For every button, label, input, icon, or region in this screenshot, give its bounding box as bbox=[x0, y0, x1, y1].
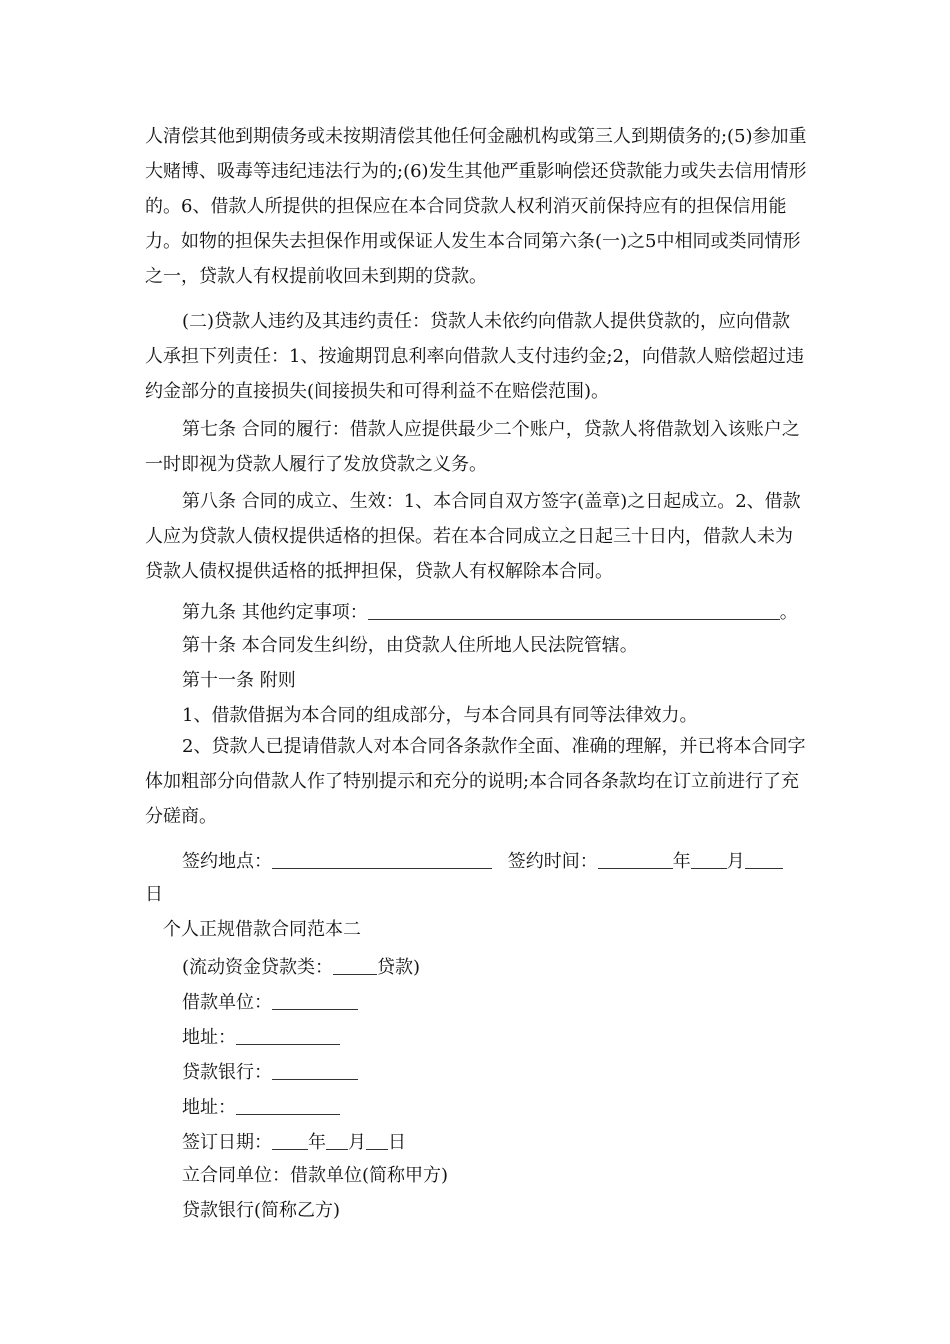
sign-day-label: 日 bbox=[145, 884, 163, 905]
paragraph-default-clauses: 人清偿其他到期债务或未按期清偿其他任何金融机构或第三人到期债务的;(5)参加重大赌博、吸毒等违纪违法行为的;(6)发生其他严重影响偿还贷款能力或失去信用情形的。6、借款人所提供的担保应在本合同贷款人权利消灭前保持应有的担保信用能力。如物的担保失去担保作用或保证人发生本合同第六条(一)之5中相同或类同情形之一，贷款人有权提前收回未到期的贷款。 bbox=[145, 126, 807, 287]
sign-time-label: 签约时间： bbox=[507, 851, 598, 872]
article-9-label: 第九条 其他约定事项： bbox=[182, 602, 368, 623]
party-a-line: 立合同单位：借款单位(简称甲方) bbox=[182, 1165, 449, 1186]
sign-month-label: 月 bbox=[726, 851, 745, 872]
lender-address-label: 地址： bbox=[182, 1097, 236, 1118]
sign-date-line bbox=[182, 1129, 406, 1155]
article-9-blank bbox=[368, 599, 780, 620]
borrower-address-label: 地址： bbox=[182, 1027, 236, 1048]
loan-type-blank bbox=[333, 954, 377, 975]
paragraph-article-8: 第八条 合同的成立、生效：1、本合同自双方签字(盖章)之日起成立。2、借款人应为贷款人债权提供适格的担保。若在本合同成立之日起三十日内，借款人未为贷款人债权提供适格的抵押担保，贷款人有权解除本合同。 bbox=[145, 491, 801, 582]
sign-year-label: 年 bbox=[672, 851, 691, 872]
paragraph-lender-breach: (二)贷款人违约及其违约责任：贷款人未依约向借款人提供贷款的，应向借款人承担下列责任：1、按逾期罚息利率向借款人支付违约金;2，向借款人赔偿超过违约金部分的直接损失(间接损失和可得利益不在赔偿范围)。 bbox=[145, 311, 804, 402]
sign-place-label: 签约地点： bbox=[182, 851, 272, 872]
sign-date-month-blank bbox=[326, 1129, 348, 1150]
lender-address-blank bbox=[236, 1094, 340, 1115]
signing-line bbox=[182, 848, 783, 874]
paragraph-article-11-item-2: 2、贷款人已提请借款人对本合同各条款作全面、准确的理解，并已将本合同字体加粗部分向借款人作了特别提示和充分的说明;本合同各条款均在订立前进行了充分磋商。 bbox=[145, 736, 806, 827]
sign-date-day-blank bbox=[366, 1129, 388, 1150]
article-9-end: 。 bbox=[779, 602, 798, 623]
paragraph-article-10: 第十条 本合同发生纠纷，由贷款人住所地人民法院管辖。 bbox=[182, 635, 638, 656]
sign-day-blank bbox=[745, 848, 783, 869]
borrower-unit-line bbox=[182, 989, 358, 1015]
section-2-title: 个人正规借款合同范本二 bbox=[163, 919, 361, 940]
sign-year-blank bbox=[598, 848, 673, 869]
borrower-address-line bbox=[182, 1024, 340, 1050]
loan-type-label: (流动资金贷款类： bbox=[182, 957, 334, 978]
sign-date-month: 月 bbox=[348, 1132, 366, 1153]
sign-date-year: 年 bbox=[308, 1132, 326, 1153]
lender-bank-label: 贷款银行： bbox=[182, 1062, 272, 1083]
sign-date-day: 日 bbox=[388, 1132, 406, 1153]
lender-bank-blank bbox=[272, 1059, 358, 1080]
lender-bank-line bbox=[182, 1059, 358, 1085]
borrower-unit-blank bbox=[272, 989, 358, 1010]
sign-month-blank bbox=[691, 848, 727, 869]
borrower-unit-label: 借款单位： bbox=[182, 992, 272, 1013]
loan-type-line bbox=[182, 954, 420, 980]
paragraph-article-11-heading: 第十一条 附则 bbox=[182, 670, 296, 691]
sign-place-blank bbox=[272, 848, 492, 869]
lender-address-line bbox=[182, 1094, 340, 1120]
borrower-address-blank bbox=[236, 1024, 340, 1045]
sign-date-label: 签订日期： bbox=[182, 1132, 272, 1153]
sign-date-year-blank bbox=[272, 1129, 308, 1150]
party-b-line: 贷款银行(简称乙方) bbox=[182, 1200, 341, 1221]
paragraph-article-11-item-1: 1、借款借据为本合同的组成部分，与本合同具有同等法律效力。 bbox=[182, 705, 698, 726]
paragraph-article-7: 第七条 合同的履行：借款人应提供最少二个账户，贷款人将借款划入该账户之一时即视为贷款人履行了发放贷款之义务。 bbox=[145, 419, 800, 475]
article-9-line bbox=[182, 599, 798, 625]
loan-type-close: 贷款) bbox=[377, 957, 421, 978]
